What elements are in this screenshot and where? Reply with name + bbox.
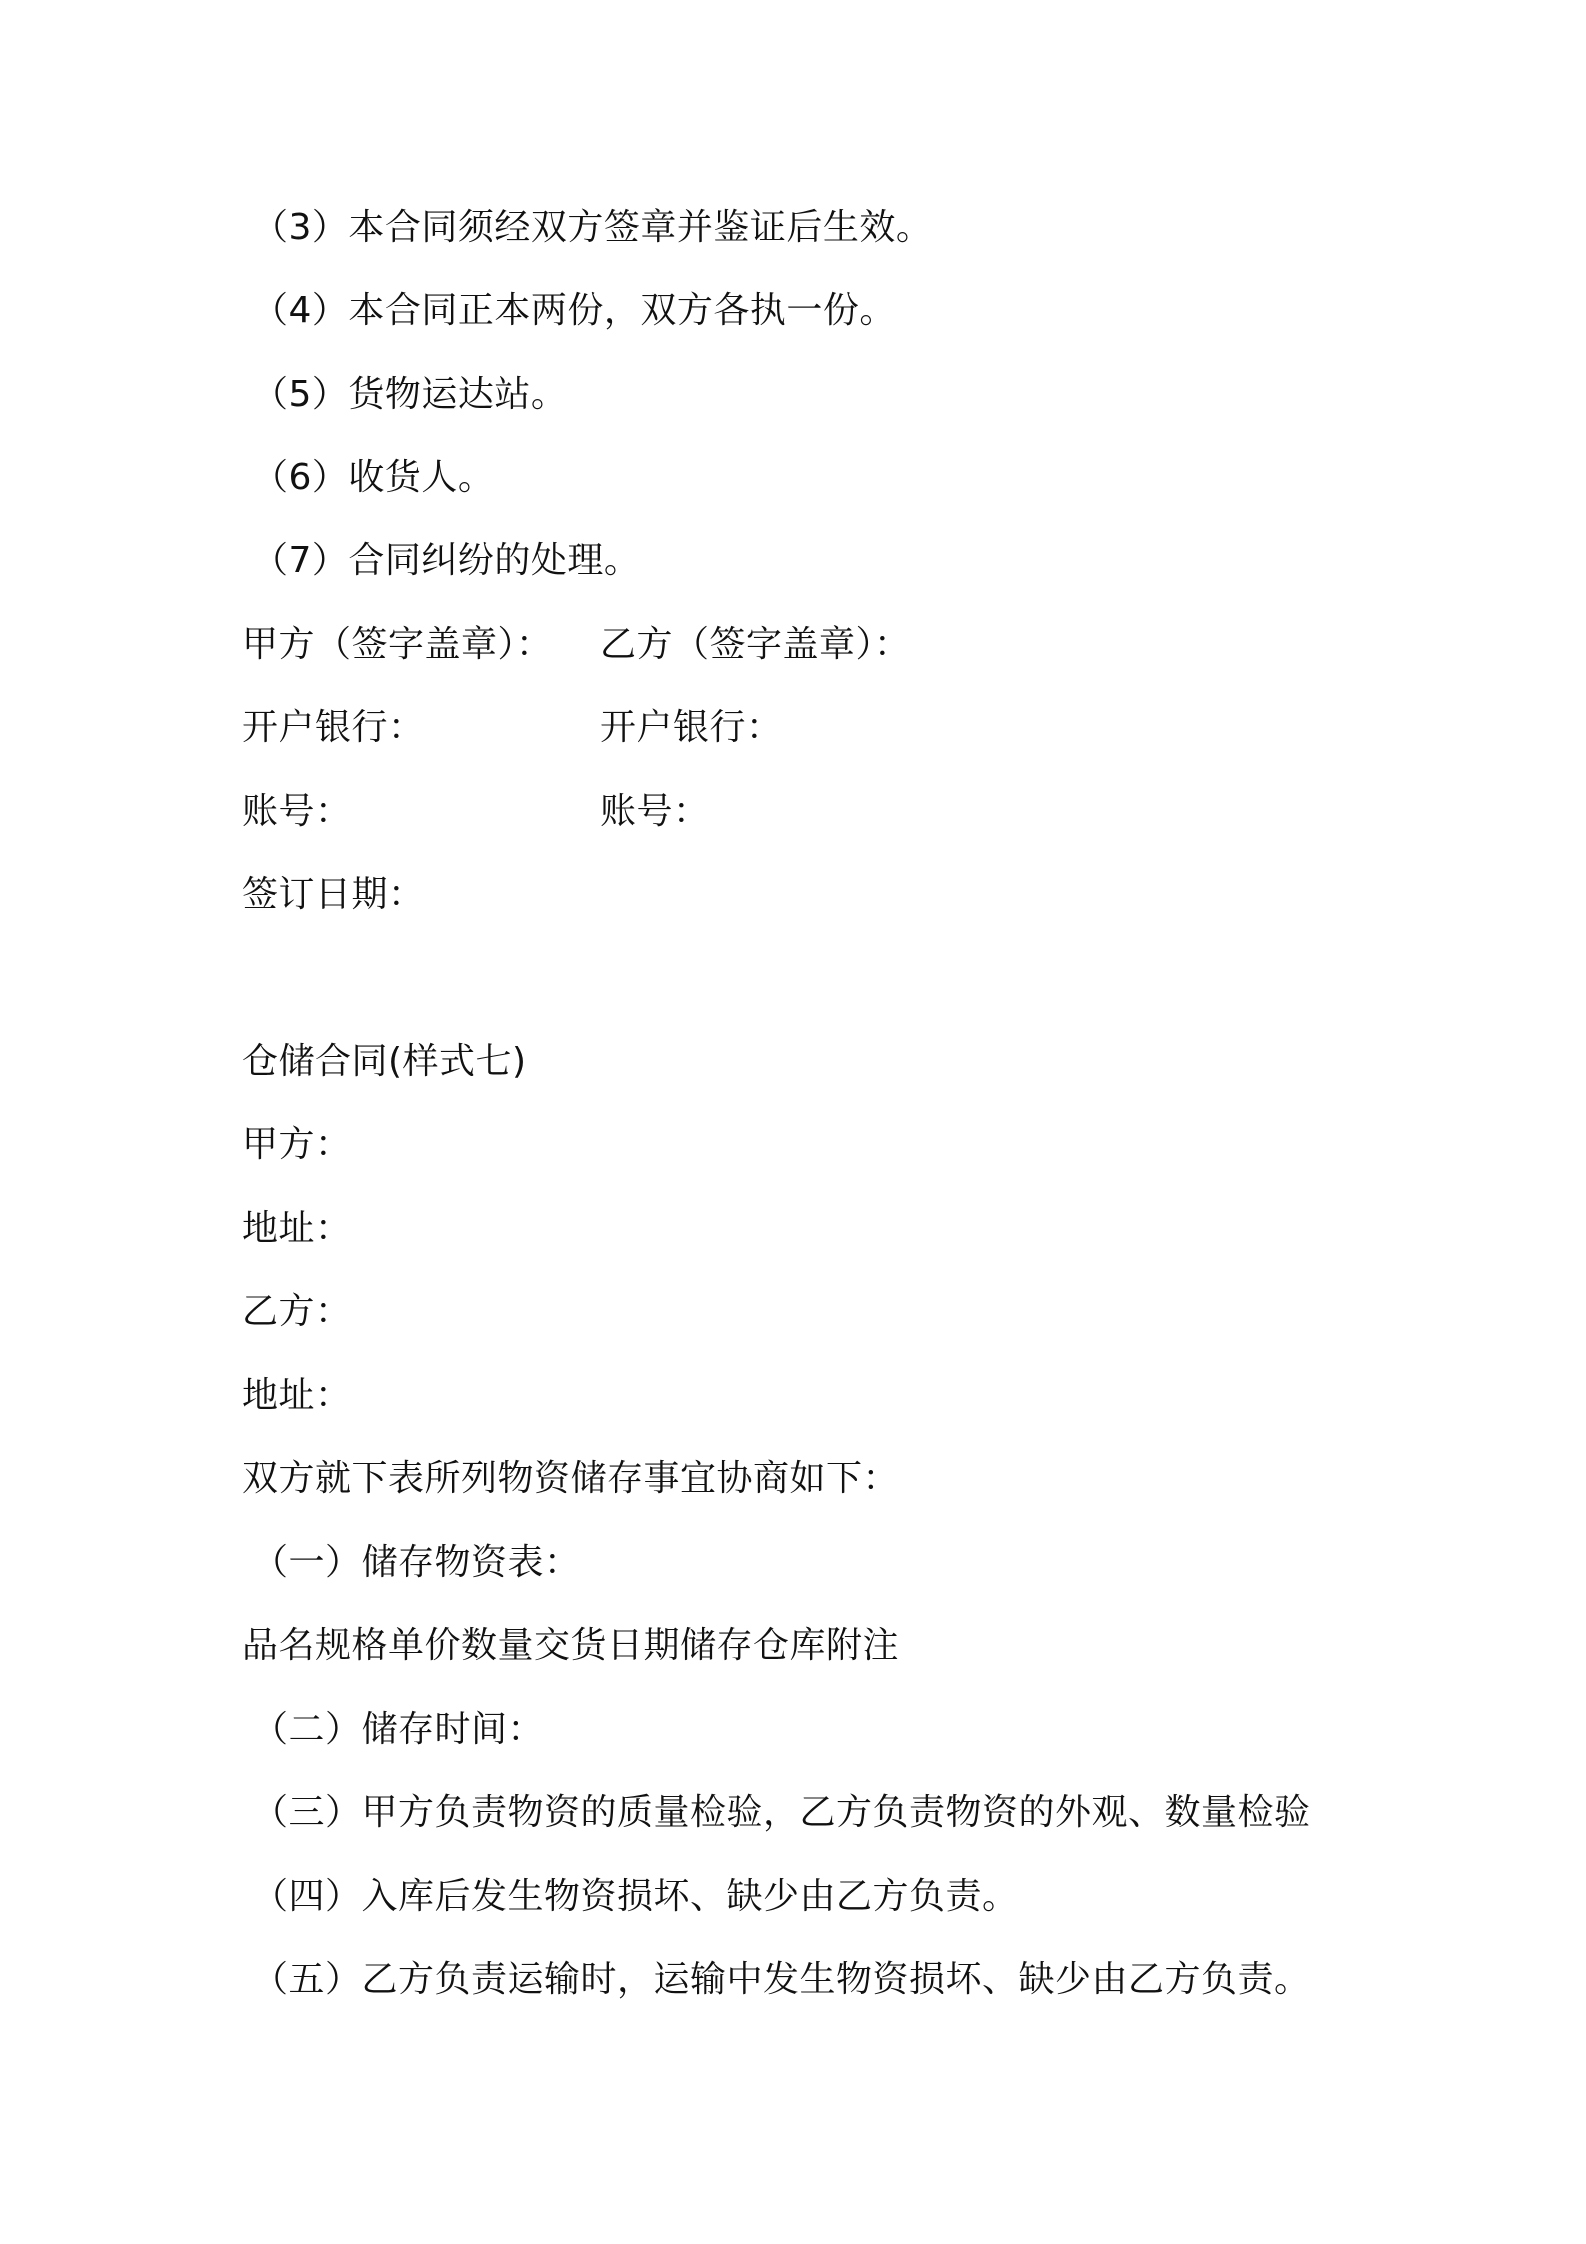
party-b-label: 乙方： bbox=[242, 1291, 352, 1332]
clause-four: （四）入库后发生物资损坏、缺少由乙方负责。 bbox=[252, 1876, 1019, 1917]
party-a-label: 甲方： bbox=[242, 1124, 352, 1165]
party-a-address-label: 地址： bbox=[242, 1208, 352, 1249]
clause-item-7: （7）合同纠纷的处理。 bbox=[252, 540, 641, 581]
party-b-account-label: 账号： bbox=[600, 791, 710, 832]
storage-table-header: 品名规格单价数量交货日期储存仓库附注 bbox=[242, 1625, 900, 1666]
clause-three: （三）甲方负责物资的质量检验，乙方负责物资的外观、数量检验 bbox=[252, 1792, 1311, 1833]
contract-intro: 双方就下表所列物资储存事宜协商如下： bbox=[242, 1458, 900, 1499]
clause-item-5: （5）货物运达站。 bbox=[252, 374, 568, 415]
party-a-account-label: 账号： bbox=[242, 791, 352, 832]
party-b-signature-label: 乙方（签字盖章）： bbox=[600, 624, 911, 665]
party-a-bank-label: 开户银行： bbox=[242, 707, 425, 748]
clause-item-4: （4）本合同正本两份，双方各执一份。 bbox=[252, 290, 896, 331]
sign-date-label: 签订日期： bbox=[242, 874, 425, 915]
party-b-bank-label: 开户银行： bbox=[600, 707, 783, 748]
clause-two: （二）储存时间： bbox=[252, 1709, 545, 1750]
party-a-signature-label: 甲方（签字盖章）： bbox=[242, 624, 553, 665]
clause-five: （五）乙方负责运输时，运输中发生物资损坏、缺少由乙方负责。 bbox=[252, 1959, 1311, 2000]
clause-item-6: （6）收货人。 bbox=[252, 457, 495, 498]
contract-title: 仓储合同(样式七) bbox=[242, 1041, 527, 1082]
clause-one: （一）储存物资表： bbox=[252, 1542, 581, 1583]
party-b-address-label: 地址： bbox=[242, 1375, 352, 1416]
clause-item-3: （3）本合同须经双方签章并鉴证后生效。 bbox=[252, 207, 933, 248]
